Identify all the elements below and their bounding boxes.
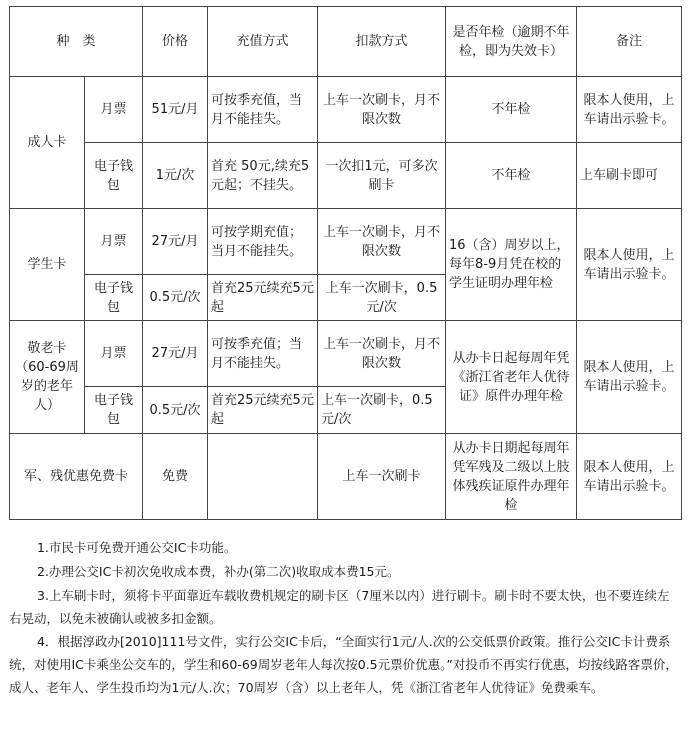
adult-monthly-remarks: 限本人使用，上车请出示验卡。 (577, 77, 682, 143)
elderly-wallet-price: 0.5元/次 (143, 387, 208, 434)
adult-monthly-check: 不年检 (446, 77, 577, 143)
military-check: 从办卡日期起每周年凭军残及二级以上肢体残疾证原件办理年检 (446, 434, 577, 520)
student-wallet-kind: 电子钱包 (85, 275, 143, 321)
elderly-monthly-kind: 月票 (85, 321, 143, 387)
adult-monthly-deduction: 上车一次刷卡，月不限次数 (318, 77, 446, 143)
table-row (10, 321, 682, 387)
header-type: 种 类 (10, 7, 143, 77)
elderly-check: 从办卡日起每周年凭《浙江省老年人优待证》原件办理年检 (446, 321, 577, 434)
military-recharge (208, 434, 318, 520)
header-price: 价格 (143, 7, 208, 77)
adult-wallet-price: 1元/次 (143, 143, 208, 209)
student-remarks: 限本人使用，上车请出示验卡。 (577, 209, 682, 321)
military-card-label: 军、残优惠免费卡 (10, 434, 143, 520)
table-row (10, 143, 682, 209)
header-deduction: 扣款方式 (318, 7, 446, 77)
adult-card-label: 成人卡 (10, 77, 85, 209)
adult-wallet-kind: 电子钱包 (85, 143, 143, 209)
military-price: 免费 (143, 434, 208, 520)
header-remarks: 备注 (577, 7, 682, 77)
adult-wallet-deduction: 一次扣1元，可多次刷卡 (318, 143, 446, 209)
elderly-wallet-deduction: 上车一次刷卡，0.5元/次 (318, 387, 446, 434)
student-wallet-recharge: 首充25元续充5元起 (208, 275, 318, 321)
student-monthly-price: 27元/月 (143, 209, 208, 275)
note-4: 4．根据淳政办[2010]111号文件，实行公交IC卡后，“全面实行1元/人.次的公交低票价政策。推行公交IC卡计费系统，对使用IC卡乘坐公交车的，学生和60-69周岁老年人每次按0.5元票价优惠。”对投币不再实行优惠，均按线路客票价，成人、老年人、学生投币均为1元/人.次；70周岁（含）以上老年人，凭《浙江省老年人优待证》免费乘车。 (9, 634, 678, 695)
military-deduction: 上车一次刷卡 (318, 434, 446, 520)
table-row (10, 434, 682, 520)
header-annual-check: 是否年检（逾期不年检，即为失效卡） (446, 7, 577, 77)
student-monthly-deduction: 上车一次刷卡，月不限次数 (318, 209, 446, 275)
note-3: 3.上车刷卡时，须将卡平面靠近车载收费机规定的刷卡区（7厘米以内）进行刷卡。刷卡时不要太快，也不要连续左右晃动，以免未被确认或被多扣金额。 (9, 588, 670, 626)
elderly-monthly-deduction: 上车一次刷卡，月不限次数 (318, 321, 446, 387)
adult-wallet-check: 不年检 (446, 143, 577, 209)
elderly-wallet-kind: 电子钱包 (85, 387, 143, 434)
student-monthly-kind: 月票 (85, 209, 143, 275)
adult-monthly-recharge: 可按季充值，当月不能挂失。 (208, 77, 318, 143)
notes-section (9, 536, 681, 699)
student-wallet-deduction: 上车一次刷卡，0.5元/次 (318, 275, 446, 321)
elderly-card-label: 敬老卡（60-69周岁的老年人） (10, 321, 85, 434)
elderly-wallet-recharge: 首充25元续充5元起 (208, 387, 318, 434)
adult-wallet-recharge: 首充 50元,续充5元起；不挂失。 (208, 143, 318, 209)
table-row (10, 77, 682, 143)
adult-monthly-kind: 月票 (85, 77, 143, 143)
student-card-label: 学生卡 (10, 209, 85, 321)
adult-wallet-remarks: 上车刷卡即可 (577, 143, 682, 209)
student-monthly-recharge: 可按学期充值；当月不能挂失。 (208, 209, 318, 275)
header-row (10, 7, 682, 77)
note-2: 2.办理公交IC卡初次免收成本费，补办(第二次)收取成本费15元。 (37, 564, 400, 579)
table-row (10, 209, 682, 275)
student-wallet-price: 0.5元/次 (143, 275, 208, 321)
elderly-remarks: 限本人使用，上车请出示验卡。 (577, 321, 682, 434)
fare-table (9, 6, 682, 520)
student-check: 16（含）周岁以上，每年8-9月凭在校的学生证明办理年检 (446, 209, 577, 321)
adult-monthly-price: 51元/月 (143, 77, 208, 143)
note-1: 1.市民卡可免费开通公交IC卡功能。 (37, 540, 237, 555)
elderly-monthly-recharge: 可按季充值；当月不能挂失。 (208, 321, 318, 387)
header-recharge: 充值方式 (208, 7, 318, 77)
military-remarks: 限本人使用，上车请出示验卡。 (577, 434, 682, 520)
elderly-monthly-price: 27元/月 (143, 321, 208, 387)
